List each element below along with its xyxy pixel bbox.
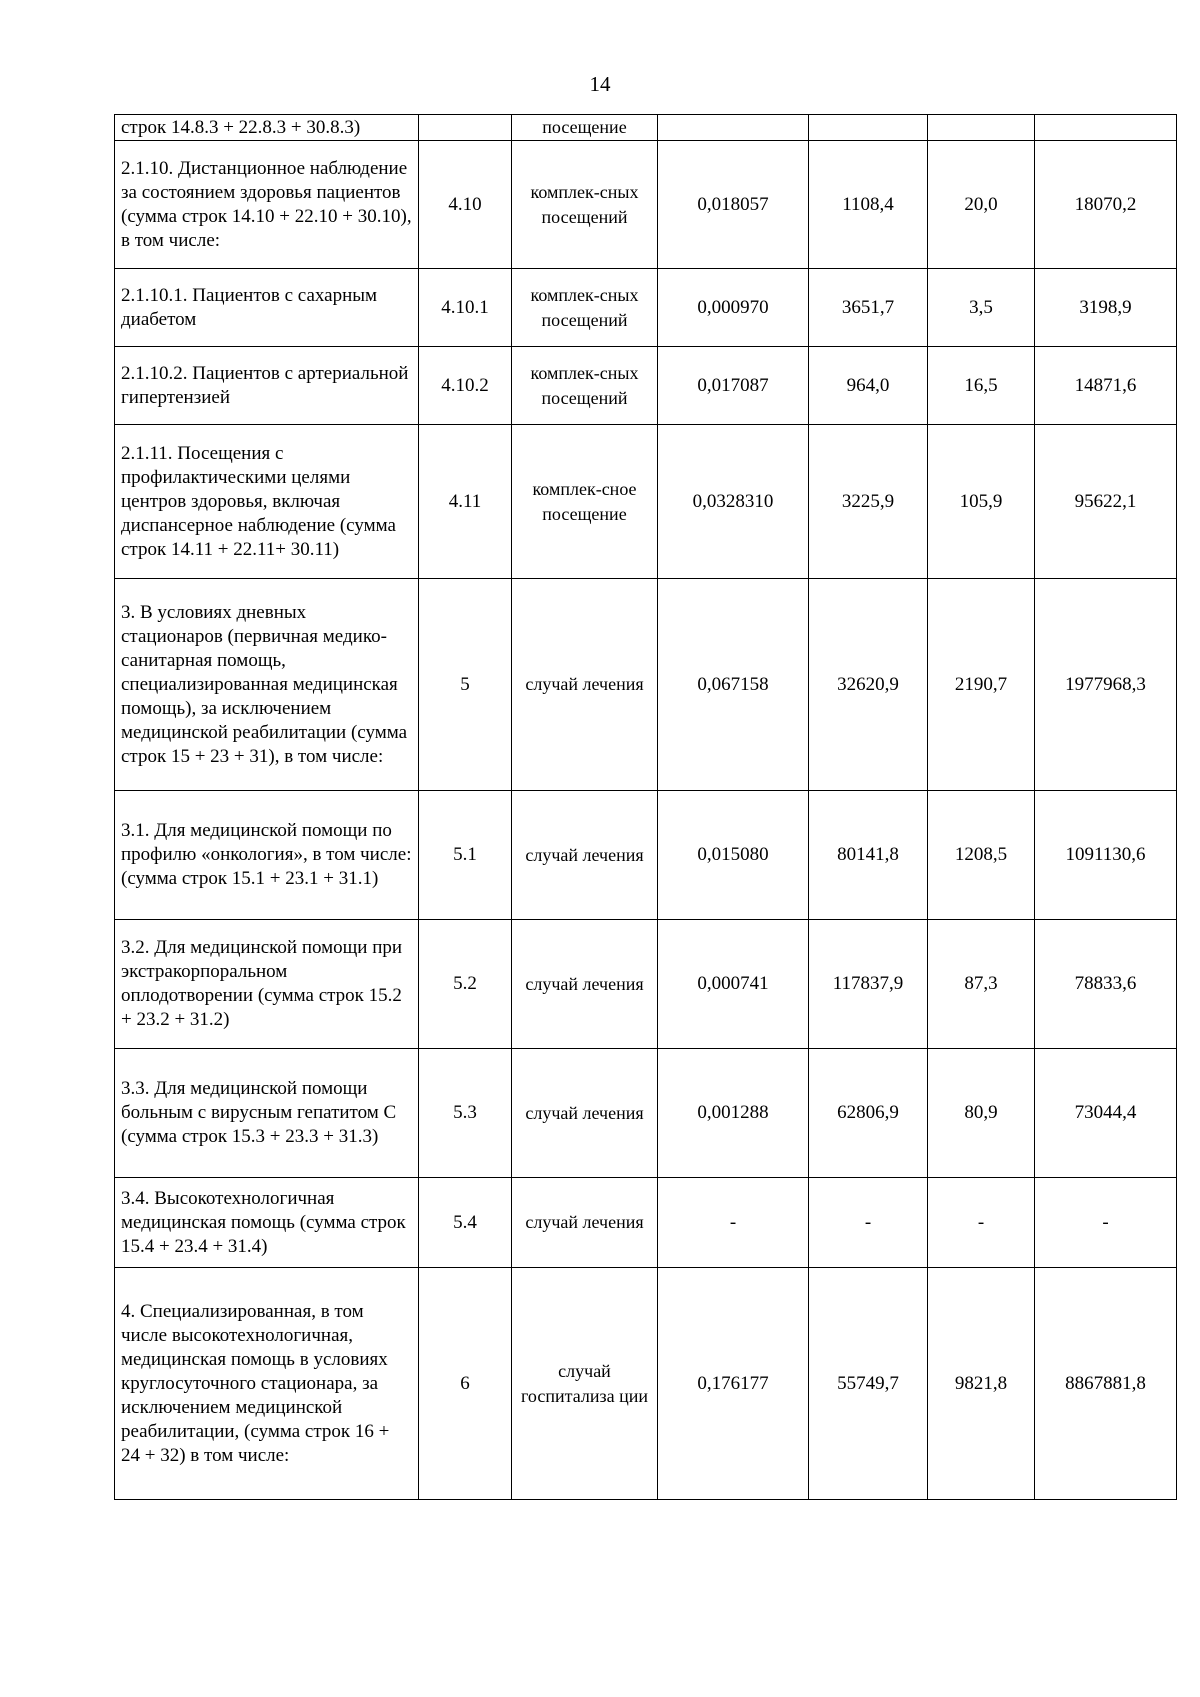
row-code-cell: 5.3 [419,1049,512,1178]
row-name-cell: 2.1.11. Посещения с профилактическими целями центров здоровья, включая диспансерное наблюдение (сумма строк 14.11 + 22.11+ 30.11) [115,425,419,579]
row-cost-cell: 62806,9 [809,1049,928,1178]
row-cost-cell: 964,0 [809,347,928,425]
row-cost-cell [809,115,928,141]
row-cost-cell: - [809,1178,928,1268]
row-cost-cell: 32620,9 [809,579,928,791]
row-code-cell: 4.10.2 [419,347,512,425]
row-unit-cell: случай лечения [512,920,658,1049]
table-row [115,791,1177,920]
row-code-cell: 6 [419,1268,512,1500]
row-norm-cell: 0,015080 [658,791,809,920]
row-per-capita-cell: 87,3 [928,920,1035,1049]
table-row [115,1049,1177,1178]
row-name-cell: строк 14.8.3 + 22.8.3 + 30.8.3) [115,115,419,141]
row-per-capita-cell: 16,5 [928,347,1035,425]
row-code-cell: 5.4 [419,1178,512,1268]
row-unit-cell: комплек-сных посещений [512,347,658,425]
row-code-cell [419,115,512,141]
row-per-capita-cell: 80,9 [928,1049,1035,1178]
row-name-cell: 3.4. Высокотехнологичная медицинская помощь (сумма строк 15.4 + 23.4 + 31.4) [115,1178,419,1268]
row-code-cell: 5 [419,579,512,791]
row-per-capita-cell [928,115,1035,141]
row-unit-cell: посещение [512,115,658,141]
row-norm-cell: 0,017087 [658,347,809,425]
row-cost-cell: 55749,7 [809,1268,928,1500]
row-unit-cell: комплек-сных посещений [512,269,658,347]
row-unit-cell: случай лечения [512,1178,658,1268]
row-code-cell: 4.10.1 [419,269,512,347]
row-total-cell: 8867881,8 [1035,1268,1177,1500]
row-per-capita-cell: 20,0 [928,141,1035,269]
table-body [115,115,1177,1500]
row-cost-cell: 3225,9 [809,425,928,579]
row-total-cell: 14871,6 [1035,347,1177,425]
row-unit-cell: комплек-сных посещений [512,141,658,269]
row-cost-cell: 80141,8 [809,791,928,920]
row-norm-cell [658,115,809,141]
row-total-cell: 3198,9 [1035,269,1177,347]
table-row [115,579,1177,791]
row-unit-cell: случай лечения [512,791,658,920]
row-code-cell: 4.10 [419,141,512,269]
table-row [115,115,1177,141]
row-per-capita-cell: - [928,1178,1035,1268]
data-table [114,114,1177,1500]
row-unit-cell: комплек-сное посещение [512,425,658,579]
row-name-cell: 3. В условиях дневных стационаров (первичная медико-санитарная помощь, специализированная медицинская помощь), за исключением медицинской реабилитации (сумма строк 15 + 23 + 31), в том числе: [115,579,419,791]
row-norm-cell: - [658,1178,809,1268]
row-norm-cell: 0,001288 [658,1049,809,1178]
row-unit-cell: случай госпитализа ции [512,1268,658,1500]
row-total-cell: 1091130,6 [1035,791,1177,920]
row-cost-cell: 1108,4 [809,141,928,269]
row-total-cell: 78833,6 [1035,920,1177,1049]
row-unit-cell: случай лечения [512,1049,658,1178]
row-norm-cell: 0,176177 [658,1268,809,1500]
row-per-capita-cell: 1208,5 [928,791,1035,920]
row-total-cell: - [1035,1178,1177,1268]
row-norm-cell: 0,000741 [658,920,809,1049]
table-row [115,269,1177,347]
row-name-cell: 3.2. Для медицинской помощи при экстракорпоральном оплодотворении (сумма строк 15.2 + 23.2 + 31.2) [115,920,419,1049]
row-unit-cell: случай лечения [512,579,658,791]
table-row [115,141,1177,269]
row-total-cell [1035,115,1177,141]
table-row [115,347,1177,425]
row-total-cell: 95622,1 [1035,425,1177,579]
row-norm-cell: 0,018057 [658,141,809,269]
row-name-cell: 2.1.10.1. Пациентов с сахарным диабетом [115,269,419,347]
table-row [115,425,1177,579]
row-code-cell: 5.1 [419,791,512,920]
row-norm-cell: 0,000970 [658,269,809,347]
row-norm-cell: 0,0328310 [658,425,809,579]
row-norm-cell: 0,067158 [658,579,809,791]
row-total-cell: 1977968,3 [1035,579,1177,791]
row-code-cell: 4.11 [419,425,512,579]
row-name-cell: 3.3. Для медицинской помощи больным с вирусным гепатитом С (сумма строк 15.3 + 23.3 + 31.3) [115,1049,419,1178]
row-per-capita-cell: 2190,7 [928,579,1035,791]
table-row [115,1178,1177,1268]
row-name-cell: 2.1.10.2. Пациентов с артериальной гипертензией [115,347,419,425]
row-total-cell: 73044,4 [1035,1049,1177,1178]
row-name-cell: 3.1. Для медицинской помощи по профилю «онкология», в том числе: (сумма строк 15.1 + 23.1 + 31.1) [115,791,419,920]
row-per-capita-cell: 3,5 [928,269,1035,347]
row-total-cell: 18070,2 [1035,141,1177,269]
row-per-capita-cell: 9821,8 [928,1268,1035,1500]
table-row [115,920,1177,1049]
row-cost-cell: 3651,7 [809,269,928,347]
page-number: 14 [589,72,611,96]
row-code-cell: 5.2 [419,920,512,1049]
row-name-cell: 4. Специализированная, в том числе высокотехнологичная, медицинская помощь в условиях круглосуточного стационара, за исключением медицинской реабилитации, (сумма строк 16 + 24 + 32) в том числе: [115,1268,419,1500]
row-cost-cell: 117837,9 [809,920,928,1049]
row-name-cell: 2.1.10. Дистанционное наблюдение за состоянием здоровья пациентов (сумма строк 14.10 + 22.10 + 30.10), в том числе: [115,141,419,269]
row-per-capita-cell: 105,9 [928,425,1035,579]
table-row [115,1268,1177,1500]
